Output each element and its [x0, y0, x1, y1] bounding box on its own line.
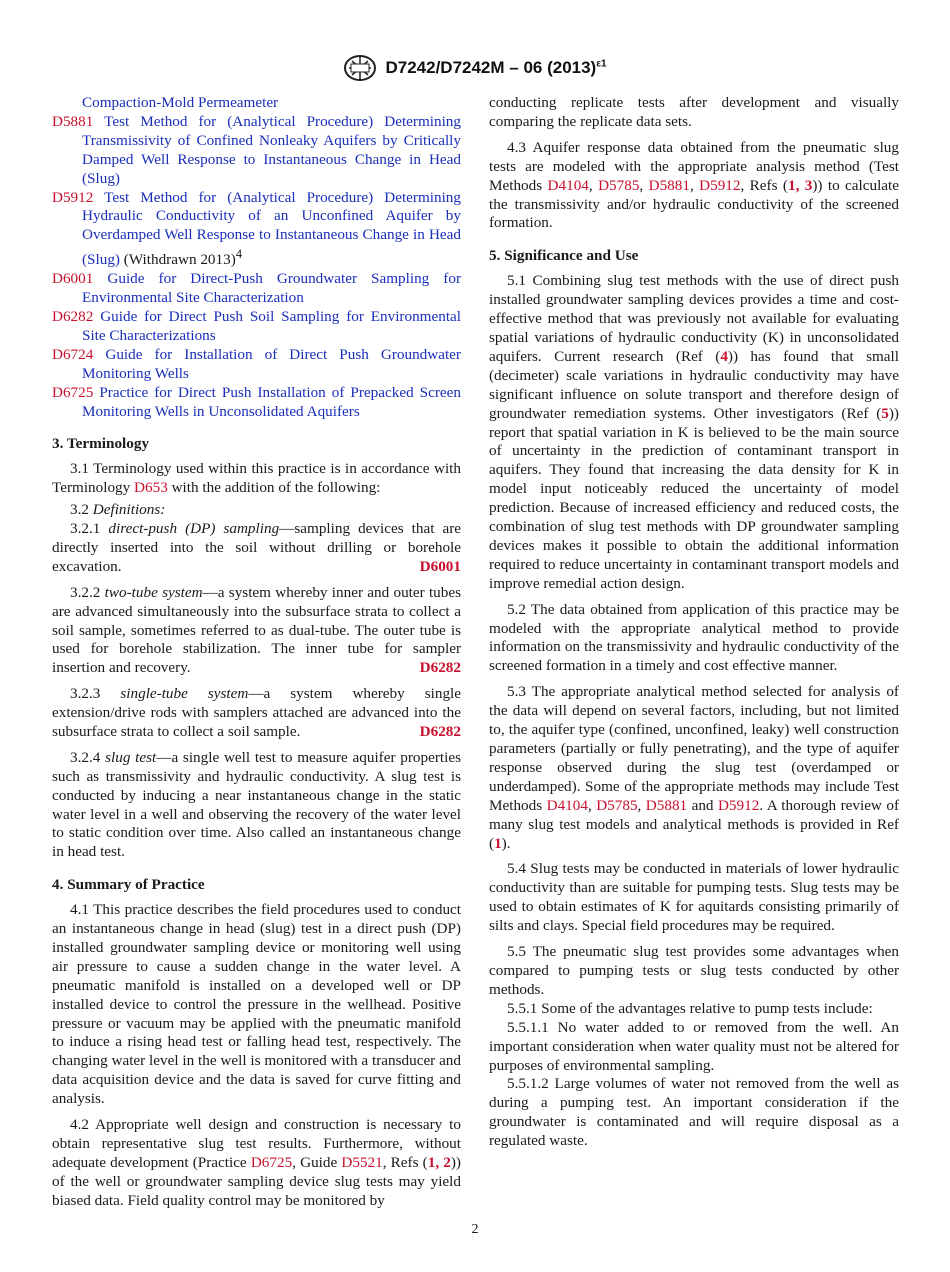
ref-d5912[interactable]: D5912 Test Method for (Analytical Procedure) Determining Hydraulic Conductivity of an Unconfined Aquifer by Overdamped Well Response to Instantaneous Change in Head (Slug) (Withdrawn 2013)$^4$: [52, 188, 461, 269]
link-d5785[interactable]: D5785: [598, 176, 640, 194]
link-d5881-2[interactable]: D5881: [645, 796, 688, 814]
ref-d6001[interactable]: D6001 Guide for Direct-Push Groundwater Sampling for Environmental Site Characterization: [52, 270, 462, 307]
ref-d5881[interactable]: D5881 Test Method for (Analytical Procedure) Determining Transmissivity of Confined Nonleaky Aquifers by Critically Damped Well Response to Instantaneous Change in Head (Slug): [52, 112, 461, 187]
ref-link-1-3[interactable]: 1, 3: [787, 176, 813, 194]
para-4-2-cont: conducting replicate tests after development and visually comparing the replicate data sets.: [489, 94, 899, 130]
para-3-2-4: 3.2.4 slug test—a single well test to measure aquifer properties such as transmissivity and hydraulic conductivity. A slug test is conducted by inducing a near instantaneous change in the static water level in a well and observing the recovery of the water level to static condition over time. Also called an instantaneous change in head test.: [52, 748, 461, 861]
link-d5912-2[interactable]: D5912: [717, 796, 760, 814]
para-5-5-1-2: 5.5.1.2 Large volumes of water not removed from the well as during a pumping test. An important consideration if the groundwater is contaminated and will require disposal as a regulated waste.: [489, 1075, 899, 1150]
link-d4104-2[interactable]: D4104: [546, 796, 588, 814]
right-column: [489, 94, 899, 1151]
para-3-2: 3.2 Definitions:: [70, 501, 166, 519]
link-d6725[interactable]: D6725: [250, 1153, 293, 1171]
ref-d6724[interactable]: D6724 Guide for Installation of Direct Push Groundwater Monitoring Wells: [52, 345, 461, 382]
para-5-5: 5.5 The pneumatic slug test provides some advantages when compared to pumping tests or slug tests conducted by other methods.: [489, 943, 899, 998]
document-designation: D7242/D7242M – 06 $(2013)^{\varepsilon 1}$: [385, 58, 607, 77]
link-d5785-2[interactable]: D5785: [596, 796, 638, 814]
para-3-2-1: 3.2.1 direct-push (DP) sampling—sampling devices that are directly inserted into the soil without drilling or borehole excavation. D6001: [52, 520, 462, 575]
left-column: [52, 94, 461, 1218]
para-4-1: 4.1 This practice describes the field procedures used to conduct an instantaneous change in head (slug) test in a direct push (DP) installed groundwater sampling device or monitoring well using air pressure to cause a sudden change in the water level. A pneumatic manifold is installed on a developed well or DP installed device to control the pressure in the wellhead. Positive pressure or vacuum may be applied with the pneumatic manifold to induce a rising head test or falling head test, respectively. The changing water level in the well is monitored with a transducer and data acquisition device and the data is saved for curve fitting and analysis.: [52, 901, 461, 1108]
page-header: [0, 54, 950, 87]
para-4-2: 4.2 Appropriate well design and construction is necessary to obtain representative slug test results. Furthermore, without adequate development (Practice D6725, Guide D5521, Refs (1, 2)) of the well or groundwater sampling device slug tests may yield biased data. Field quality control may be monitored by: [52, 1116, 461, 1209]
section-4-heading: 4. Summary of Practice: [52, 876, 205, 894]
ref-d6725[interactable]: D6725 Practice for Direct Push Installation of Prepacked Screen Monitoring Wells in Unconsolidated Aquifers: [52, 383, 461, 420]
source-d6282[interactable]: D6282: [419, 659, 461, 677]
link-d4104[interactable]: D4104: [547, 176, 589, 194]
link-d653[interactable]: D653: [134, 479, 168, 497]
section-5-heading: 5. Significance and Use: [489, 247, 639, 265]
ref-d6282[interactable]: D6282 Guide for Direct Push Soil Sampling for Environmental Site Characterizations: [52, 308, 462, 344]
para-3-2-2: 3.2.2 two-tube system—a system whereby inner and outer tubes are advanced simultaneously into the subsurface strata to collect a soil sample, sometimes referred to as dual-tube. The outer tube is used for borehole stabilization. The inner tube for sampler insertion and recovery. D6282: [52, 583, 462, 677]
para-5-3: 5.3 The appropriate analytical method selected for analysis of the data will depend on several factors, including, but not limited to, the aquifer type (confined, unconfined, leaky) well construction parameters (partially or fully penetrating), and the type of aquifer response observed during the slug test (overdamped or underdamped). Some of the appropriate methods may include Test Methods D4104, D5785, D5881 and D5912. A thorough review of many slug test models and analytical methods is provided in Ref (1).: [489, 683, 900, 852]
ref-link-1-2[interactable]: 1, 2: [427, 1153, 451, 1171]
ref-link-1[interactable]: 1: [494, 834, 502, 852]
page-number: 2: [471, 1222, 479, 1237]
para-5-5-1: 5.5.1 Some of the advantages relative to pump tests include:: [507, 999, 873, 1017]
ref-link-5[interactable]: 5: [881, 404, 889, 422]
para-3-2-3: 3.2.3 single-tube system—a system whereby single extension/drive rods with samplers attached are advanced into the subsurface strata to collect a soil sample. D6282: [52, 685, 461, 740]
para-5-5-1-1: 5.5.1.1 No water added to or removed from the well. An important consideration when water quality must not be altered for purposes of environmental sampling.: [489, 1018, 899, 1074]
link-d5912[interactable]: D5912: [699, 176, 741, 194]
para-4-3: 4.3 Aquifer response data obtained from the pneumatic slug tests are modeled with the appropriate analysis method (Test Methods D4104, D5785, D5881, D5912, Refs (1, 3)) to calculate the transmissivity and/or hydraulic conductivity of the screened formation.: [489, 138, 900, 232]
ref-continuation: Compaction-Mold Permeameter: [82, 94, 279, 111]
link-d5881[interactable]: D5881: [648, 176, 690, 194]
para-5-1: 5.1 Combining slug test methods with the use of direct push installed groundwater sampling devices provides a time and cost-effective method that was previously not available for evaluating spatial variations of hydraulic conductivity (K) in unconsolidated aquifers. Current research (Ref (4)) has found that small (decimeter) scale variations in hydraulic conductivity may have significant influence on solute transport and therefore design of groundwater remediation systems. Other investigators (Ref (5)) report that spatial variation in K is believed to be the main source of uncertainty in the prediction of contaminant transport in aquifers. They found that increasing the data density for K in model input noticeably reduced the uncertainty of model prediction. Because of increased efficiency and reduced costs, the combination of slug test methods with DP groundwater sampling devices makes it possible to obtain the additional information required to reduce uncertainty in contaminant transport models and improve remedial action design.: [489, 272, 899, 592]
astm-logo-icon: [343, 54, 377, 82]
source-d6282-2[interactable]: D6282: [419, 722, 461, 740]
link-d5521[interactable]: D5521: [341, 1153, 383, 1171]
source-d6001[interactable]: D6001: [419, 557, 461, 575]
para-5-4: 5.4 Slug tests may be conducted in materials of lower hydraulic conductivity than are suitable for pumping tests. Slug tests may be used to obtain estimates of K for aquitards consisting primarily of silts and clays. Special field procedures may be required.: [489, 860, 899, 935]
para-3-1: 3.1 Terminology used within this practice is in accordance with Terminology D653 with the addition of the following:: [52, 460, 461, 497]
section-3-heading: 3. Terminology: [52, 435, 150, 453]
para-5-2: 5.2 The data obtained from application of this practice may be modeled with the appropriate analytical method to provide information on the transmissivity and hydraulic conductivity of the screened formation in a timely and cost effective manner.: [489, 600, 899, 675]
ref-link-4[interactable]: 4: [720, 347, 728, 365]
